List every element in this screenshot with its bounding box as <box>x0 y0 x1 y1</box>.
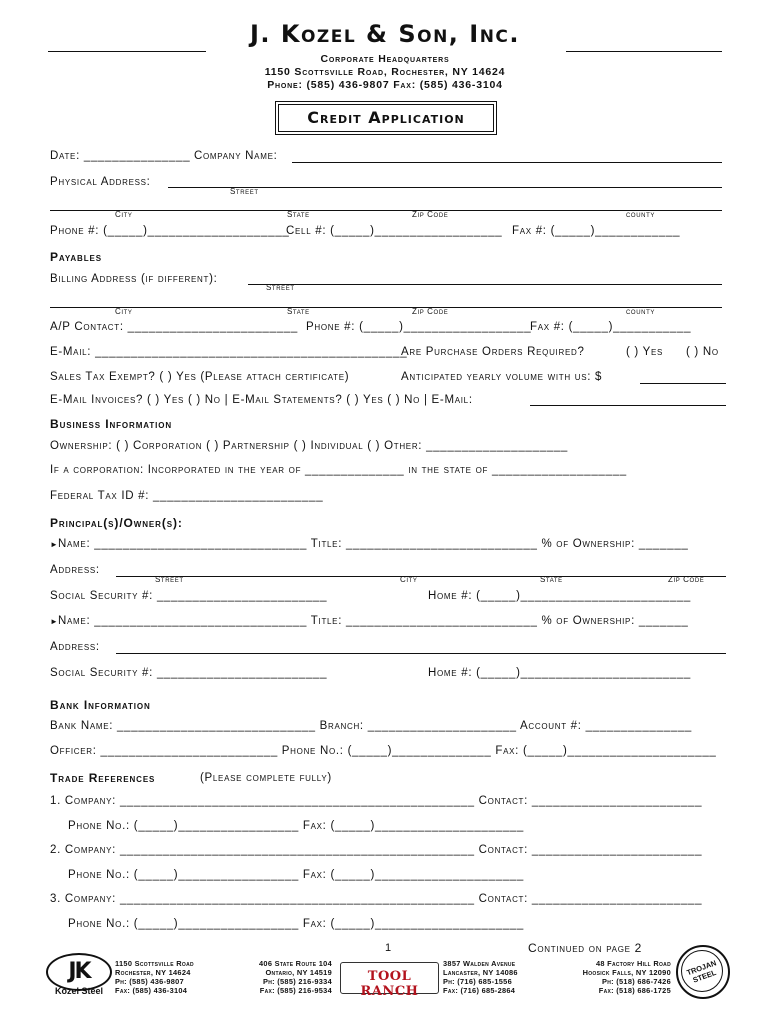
company-name-label: Company Name: <box>194 150 278 162</box>
billing-zip-caption: Zip Code <box>412 307 449 316</box>
principal-state-caption: State <box>540 575 563 584</box>
fax-field[interactable]: Fax #: (_____)____________ <box>512 225 681 237</box>
principal2-name-field[interactable]: Name: ______________________________ Title: ___________________________ % of Ownership: _______ <box>58 615 689 627</box>
state-caption: State <box>287 210 310 219</box>
city-caption: City <box>115 210 133 219</box>
cell-field[interactable]: Cell #: (_____)__________________ <box>286 225 503 237</box>
form-title: Credit Application <box>278 104 494 132</box>
page-number: 1 <box>385 942 392 954</box>
location-rochester: 1150 Scottsville Road Rochester, NY 14624 Ph: (585) 436-9807 Fax: (585) 436-3104 <box>115 959 194 995</box>
trade-ref2-company-field[interactable]: 2. Company: __________________________________________________ Contact: ________________________ <box>50 844 703 856</box>
trade-note: (Please complete fully) <box>200 772 332 784</box>
principal2-address-input[interactable] <box>116 653 726 654</box>
company-title: J. Kozel & Son, Inc. <box>249 20 521 48</box>
hq-label: Corporate Headquarters <box>320 53 450 65</box>
billing-address-label: Billing Address (if different): <box>50 273 218 285</box>
ap-fax-field[interactable]: Fax #: (_____)___________ <box>530 321 692 333</box>
location-ontario: 406 State Route 104 Ontario, NY 14519 Ph: (585) 216-9334 Fax: (585) 216-9534 <box>259 959 332 995</box>
principal-street-caption: Street <box>155 575 184 584</box>
principal1-address-input[interactable] <box>116 576 726 577</box>
principals-heading: Principal(s)/Owner(s): <box>50 516 183 530</box>
billing-city-caption: City <box>115 307 133 316</box>
bullet-arrow-icon: ► <box>50 540 58 549</box>
county-caption: county <box>626 210 655 219</box>
trade-ref1-company-field[interactable]: 1. Company: __________________________________________________ Contact: ________________________ <box>50 795 703 807</box>
annual-volume-label: Anticipated yearly volume with us: $ <box>401 371 603 383</box>
physical-address-label: Physical Address: <box>50 176 151 188</box>
payables-heading: Payables <box>50 250 102 264</box>
jk-logo-letters: JK <box>46 953 112 991</box>
continued-note: Continued on page 2 <box>528 941 643 955</box>
location-lancaster: 3857 Walden Avenue Lancaster, NY 14086 Ph: (716) 685-1556 Fax: (716) 685-2864 <box>443 959 518 995</box>
bank-name-field[interactable]: Bank Name: ____________________________ Branch: _____________________ Account #: _______________ <box>50 720 693 732</box>
tool-ranch-text: TOOL RANCH <box>360 969 419 999</box>
principal1-address-label: Address: <box>50 564 100 576</box>
principal-city-caption: City <box>400 575 418 584</box>
trojan-steel-logo <box>676 945 730 999</box>
bullet-arrow-icon: ► <box>50 617 58 626</box>
po-required-label: Are Purchase Orders Required? <box>401 346 585 358</box>
trade-heading: Trade References <box>50 771 156 785</box>
phone-field[interactable]: Phone #: (_____)____________________ <box>50 225 290 237</box>
po-no-checkbox[interactable]: ( ) No <box>686 346 719 358</box>
principal-zip-caption: Zip Code <box>668 575 705 584</box>
trojan-steel-text: TROJAN STEEL <box>685 958 718 985</box>
billing-address-input[interactable] <box>248 284 722 285</box>
tool-ranch-logo <box>340 962 439 999</box>
city-state-zip-input[interactable] <box>50 210 722 211</box>
email-invoices-field[interactable]: E-Mail Invoices? ( ) Yes ( ) No | E-Mail Statements? ( ) Yes ( ) No | E-Mail: <box>50 394 473 406</box>
federal-tax-field[interactable]: Federal Tax ID #: ________________________ <box>50 490 324 502</box>
street-caption: Street <box>230 187 259 196</box>
ap-phone-field[interactable]: Phone #: (_____)__________________ <box>306 321 532 333</box>
location-hoosick-falls: 48 Factory Hill Road Hoosick Falls, NY 12090 Ph: (518) 686-7426 Fax: (518) 686-1725 <box>582 959 671 995</box>
hq-address: 1150 Scottsville Road, Rochester, NY 14624 <box>264 66 506 78</box>
bank-officer-field[interactable]: Officer: _________________________ Phone No.: (_____)______________ Fax: (_____)_____________________ <box>50 745 717 757</box>
kozel-steel-logo <box>46 953 110 997</box>
trade-ref3-company-field[interactable]: 3. Company: __________________________________________________ Contact: ________________________ <box>50 893 703 905</box>
bank-heading: Bank Information <box>50 698 151 712</box>
header-rule-right <box>566 51 722 52</box>
principal2-ssn-field[interactable]: Social Security #: ________________________ <box>50 667 328 679</box>
trade-ref3-phone-field[interactable]: Phone No.: (_____)_________________ Fax: (_____)_____________________ <box>68 918 524 930</box>
company-name-input[interactable] <box>292 162 722 163</box>
principal2-address-label: Address: <box>50 641 100 653</box>
billing-county-caption: county <box>626 307 655 316</box>
billing-city-input[interactable] <box>50 307 722 308</box>
principal1-name-field[interactable]: Name: ______________________________ Title: ___________________________ % of Ownership: _______ <box>58 538 689 550</box>
date-field[interactable]: Date: _______________ <box>50 150 191 162</box>
billing-street-caption: Street <box>266 283 295 292</box>
trade-ref2-phone-field[interactable]: Phone No.: (_____)_________________ Fax: (_____)_____________________ <box>68 869 524 881</box>
business-heading: Business Information <box>50 417 173 431</box>
billing-state-caption: State <box>287 307 310 316</box>
zip-caption: Zip Code <box>412 210 449 219</box>
annual-volume-input[interactable] <box>640 383 726 384</box>
incorporated-field[interactable]: If a corporation: Incorporated in the year of ______________ in the state of ___________________ <box>50 464 627 476</box>
po-yes-checkbox[interactable]: ( ) Yes <box>626 346 664 358</box>
trade-ref1-phone-field[interactable]: Phone No.: (_____)_________________ Fax: (_____)_____________________ <box>68 820 524 832</box>
header-rule-left <box>48 51 206 52</box>
principal1-ssn-field[interactable]: Social Security #: ________________________ <box>50 590 328 602</box>
principal2-home-field[interactable]: Home #: (_____)________________________ <box>428 667 691 679</box>
ownership-field[interactable]: Ownership: ( ) Corporation ( ) Partnership ( ) Individual ( ) Other: ____________________ <box>50 440 569 452</box>
email-invoices-input[interactable] <box>530 405 726 406</box>
principal1-home-field[interactable]: Home #: (_____)________________________ <box>428 590 691 602</box>
ap-contact-field[interactable]: A/P Contact: ________________________ <box>50 321 298 333</box>
email-field[interactable]: E-Mail: ____________________________________________ <box>50 346 408 358</box>
sales-tax-exempt-field[interactable]: Sales Tax Exempt? ( ) Yes (Please attach certificate) <box>50 371 350 383</box>
hq-phone: Phone: (585) 436-9807 Fax: (585) 436-3104 <box>267 79 503 91</box>
kozel-steel-caption: Kozel Steel <box>54 986 103 996</box>
